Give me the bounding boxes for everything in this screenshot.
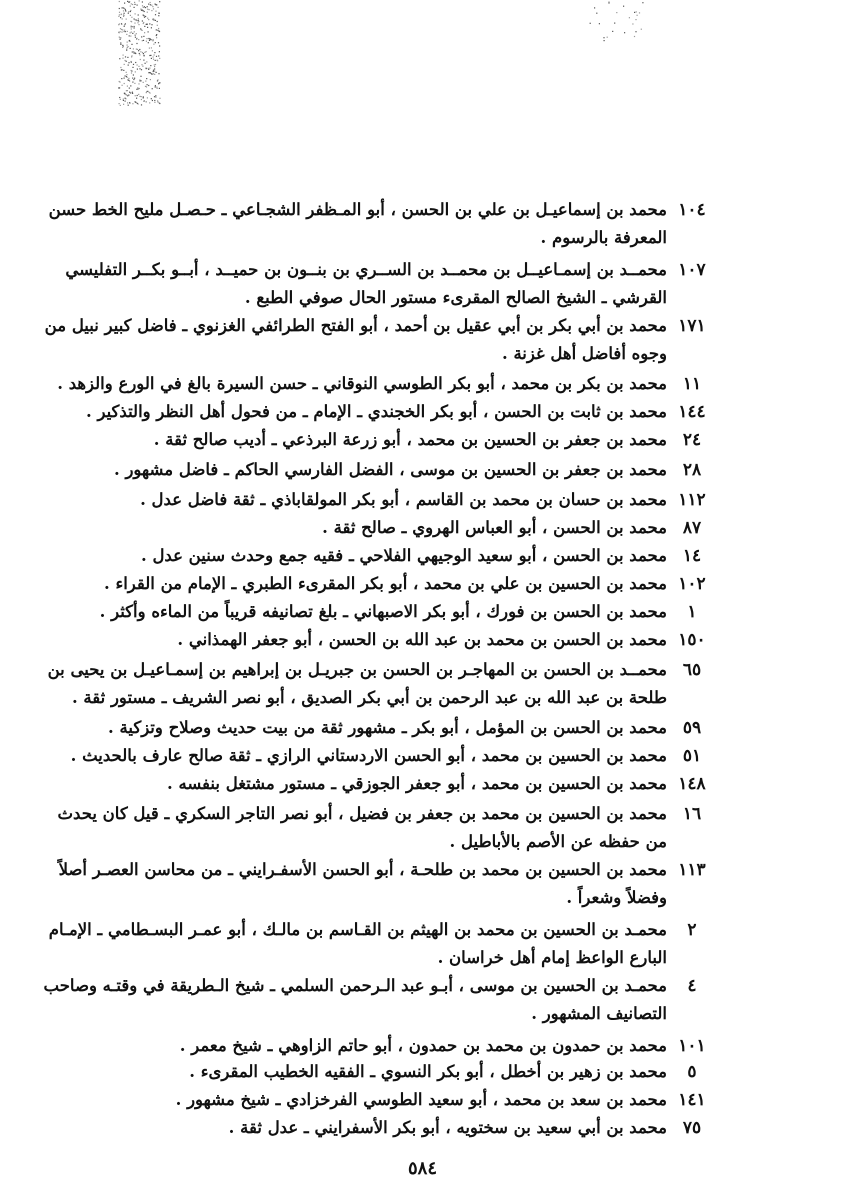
entry: [0, 258, 845, 314]
entry: [0, 1088, 845, 1116]
entry-line: محمــد بن إسمـاعيــل بن محمــد بن الســري بن بنــون بن حميــد ، أبــو بكــر التفليسي: [65, 260, 667, 279]
page-number: ٥٨٤: [407, 1158, 437, 1179]
entry-number: ٥: [687, 1062, 697, 1082]
entry-line: محمـد بن الحسين بن محمد بن الهيثم بن القـاسم بن مالـك ، أبو عمـر البسـطامي ـ الإمـام: [48, 920, 667, 939]
entry: [0, 974, 845, 1030]
entry-line: محمد بن سعد بن محمد ، أبو سعيد الطوسي الفرخزادي ـ شيخ مشهور .: [175, 1090, 667, 1109]
entry-line: القرشي ـ الشيخ الصالح المقرىء مستور الحال صوفي الطبع .: [244, 288, 667, 307]
entry-line: محمد بن الحسن بن فورك ، أبو بكر الاصبهاني ـ بلغ تصانيفه قريباً من الماءه وأكثر .: [99, 602, 667, 621]
entry-line: محمد بن جعفر بن الحسين بن موسى ، الفضل الفارسي الحاكم ـ فاضل مشهور .: [113, 460, 667, 479]
entry-number: ٤: [687, 976, 697, 996]
scan-speckle-left: [118, 0, 160, 105]
entry-number: ١٤١: [678, 1090, 706, 1110]
entry-line: محمد بن الحسن بن محمد بن عبد الله بن الحسن ، أبو جعفر الهمذاني .: [177, 630, 667, 649]
entry-number: ١١٢: [678, 490, 706, 510]
entry-number: ١٠١: [678, 1036, 706, 1056]
entry: [0, 516, 845, 544]
entry-number: ١: [687, 602, 697, 622]
entry: [0, 458, 845, 486]
entry-line: المعرفة بالرسوم .: [540, 228, 667, 247]
entry-line: وجوه أفاضل أهل غزنة .: [501, 344, 667, 363]
entry-line: محمــد بن الحسن بن المهاجـر بن الحسن بن جبريـل بن إبراهيم بن إسمـاعيـل بن يحيى بن: [47, 660, 667, 679]
entry: [0, 1034, 845, 1062]
entry-line: محمـد بن الحسين بن موسى ، أبـو عبد الـرحمن السلمي ـ شيخ الـطريقة في وقتـه وصاحب: [43, 976, 667, 995]
entry: [0, 716, 845, 744]
entry-line: محمد بن إسماعيـل بن علي بن الحسن ، أبو المـظفر الشجـاعي ـ حـصـل مليح الخط حسن: [48, 200, 667, 219]
entry-number: ١٠٢: [678, 574, 706, 594]
entry: [0, 918, 845, 974]
entry-line: محمد بن الحسين بن محمد بن طلحـة ، أبو الحسن الأسفـرايني ـ من محاسن العصـر أصلاً: [58, 860, 667, 879]
entry-number: ١٥٠: [678, 630, 706, 650]
entry-number: ١٤٨: [678, 774, 706, 794]
entry: [0, 572, 845, 600]
entry-line: وفضلاً وشعراً .: [566, 888, 667, 907]
entry: [0, 400, 845, 428]
entry-line: محمد بن الحسين بن علي بن محمد ، أبو بكر المقرىء الطبري ـ الإمام من القراء .: [103, 574, 667, 593]
entry-line: محمد بن زهير بن أخطل ، أبو بكر النسوي ـ الفقيه الخطيب المقرىء .: [189, 1062, 667, 1081]
scan-speckle-right: [585, 0, 645, 40]
entry-number: ٢: [687, 920, 697, 940]
entry: [0, 744, 845, 772]
entry-number: ٥٩: [682, 718, 702, 738]
entry: [0, 198, 845, 254]
entry: [0, 314, 845, 370]
entry: [0, 658, 845, 714]
entry-line: طلحة بن عبد الله بن عبد الرحمن بن أبي بكر الصديق ، أبو نصر الشريف ـ مستور ثقة .: [71, 688, 667, 707]
entry-line: محمد بن ثابت بن الحسن ، أبو بكر الخجندي ـ الإمام ـ من فحول أهل النظر والتذكير .: [85, 402, 667, 421]
entry-number: ١٤٤: [678, 402, 706, 422]
entry: [0, 428, 845, 456]
entry-number: ١٠٤: [678, 200, 706, 220]
entry-line: البارع الواعظ إمام أهل خراسان .: [437, 948, 667, 967]
entry-line: محمد بن حمدون بن محمد بن حمدون ، أبو حاتم الزاوهي ـ شيخ معمر .: [179, 1036, 667, 1055]
entry-line: محمد بن الحسن ، أبو سعيد الوجيهي الفلاحي ـ فقيه جمع وحدث سنين عدل .: [140, 546, 667, 565]
entry-line: محمد بن الحسن ، أبو العباس الهروي ـ صالح ثقة .: [322, 518, 667, 537]
entry-number: ٦٥: [682, 660, 702, 680]
entry-line: محمد بن حسان بن محمد بن القاسم ، أبو بكر المولقاباذي ـ ثقة فاضل عدل .: [140, 490, 667, 509]
entry: [0, 372, 845, 400]
entry: [0, 544, 845, 572]
entry: [0, 628, 845, 656]
entry: [0, 1060, 845, 1088]
entry-line: من حفظه عن الأصم بالأباطيل .: [449, 832, 667, 851]
entry-number: ٧٥: [682, 1118, 702, 1138]
entry-line: محمد بن أبي بكر بن أبي عقيل بن أحمد ، أبو الفتح الطرائفي الغزنوي ـ فاضل كبير نبيل من: [44, 316, 667, 335]
entry-line: التصانيف المشهور .: [531, 1004, 667, 1023]
entry: [0, 772, 845, 800]
entry-line: محمد بن الحسين بن محمد بن جعفر بن فضيل ، أبو نصر التاجر السكري ـ قيل كان يحدث: [57, 804, 667, 823]
entry-number: ٥١: [682, 746, 702, 766]
entry-number: ٢٨: [682, 460, 702, 480]
entry-number: ١١٣: [678, 860, 706, 880]
entry-line: محمد بن الحسين بن محمد ، أبو الحسن الاردستاني الرازي ـ ثقة صالح عارف بالحديث .: [70, 746, 667, 765]
entry: [0, 858, 845, 914]
entry-number: ١١: [682, 374, 702, 394]
entry-number: ١٧١: [678, 316, 706, 336]
entry: [0, 1116, 845, 1144]
entry: [0, 600, 845, 628]
entry-number: ١٠٧: [678, 260, 706, 280]
entry: [0, 802, 845, 858]
entry-line: محمد بن الحسين بن محمد ، أبو جعفر الجوزقي ـ مستور مشتغل بنفسه .: [167, 774, 667, 793]
entry-line: محمد بن بكر بن محمد ، أبو بكر الطوسي النوقاني ـ حسن السيرة بالغ في الورع والزهد .: [57, 374, 667, 393]
entry-line: محمد بن جعفر بن الحسين بن محمد ، أبو زرعة البرذعي ـ أديب صالح ثقة .: [153, 430, 667, 449]
entry: [0, 488, 845, 516]
entry-number: ٢٤: [682, 430, 702, 450]
entry-number: ٨٧: [682, 518, 702, 538]
entry-line: محمد بن الحسن بن المؤمل ، أبو بكر ـ مشهور ثقة من بيت حديث وصلاح وتزكية .: [108, 718, 667, 737]
entry-number: ١٦: [682, 804, 702, 824]
entry-line: محمد بن أبي سعيد بن سختويه ، أبو بكر الأسفرايني ـ عدل ثقة .: [228, 1118, 667, 1137]
entry-number: ١٤: [682, 546, 702, 566]
